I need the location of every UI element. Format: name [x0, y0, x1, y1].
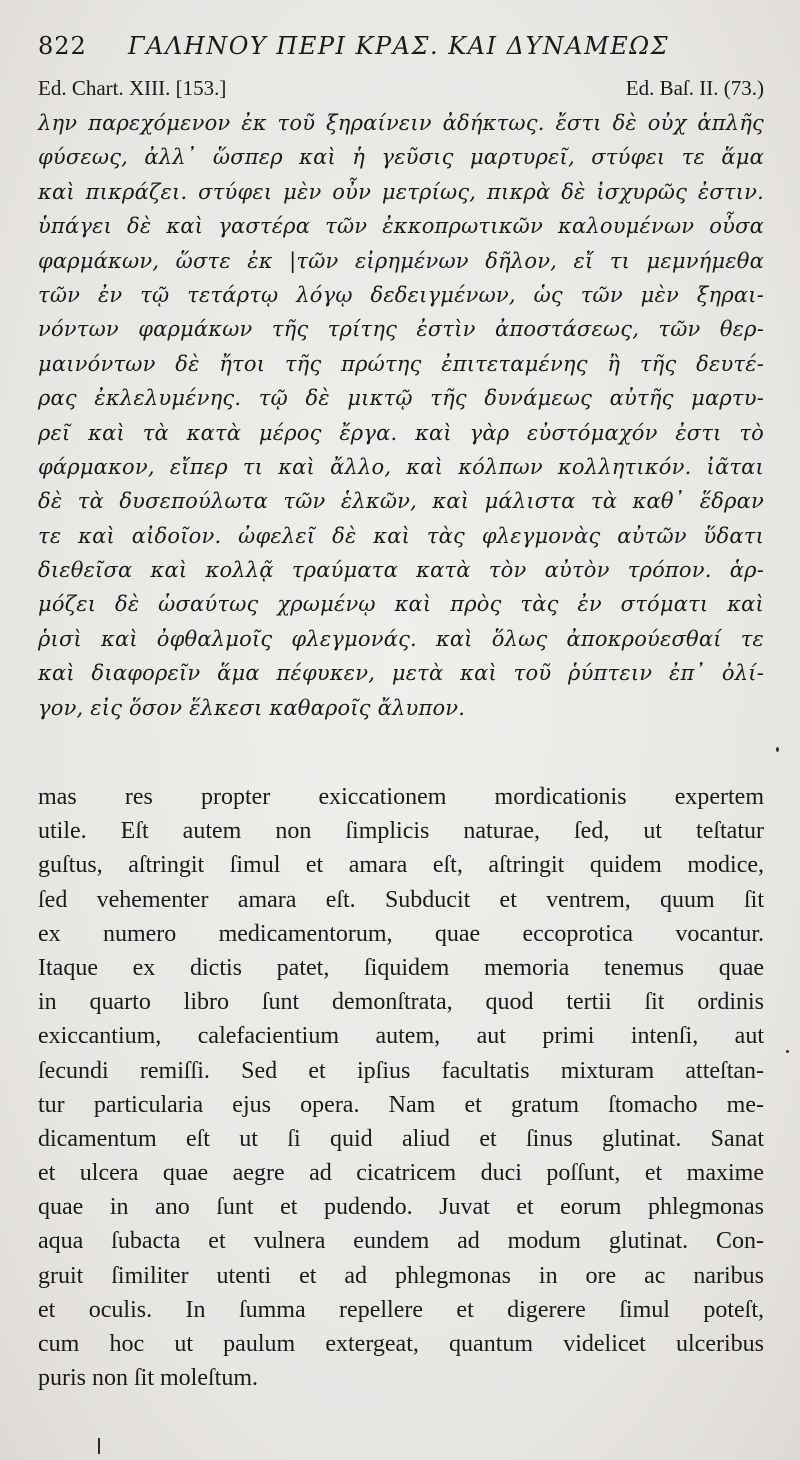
latin-line: ſed vehementer amara eſt. Subducit et ventrem, quum ſit	[38, 886, 764, 913]
greek-line: φύσεως, ἀλλ᾽ ὥσπερ καὶ ἡ γεῦσις μαρτυρεῖ, στύφει τε ἅμα	[38, 145, 764, 170]
greek-line: τῶν ἐν τῷ τετάρτῳ λόγῳ δεδειγμένων, ὡς τῶν μὲν ξηραι-	[38, 282, 764, 307]
latin-line: mas res propter exiccationem mordicationis expertem	[38, 784, 764, 810]
greek-line: δὲ τὰ δυσεπούλωτα τῶν ἑλκῶν, καὶ μάλιστα τὰ καθ᾽ ἕδραν	[38, 489, 764, 514]
greek-line: λην παρεχόμενον ἐκ τοῦ ξηραίνειν ἀδήκτως. ἔστι δὲ οὐχ ἁπλῆς	[38, 111, 764, 135]
latin-text-block	[38, 780, 764, 1395]
greek-line: διεθεῖσα καὶ κολλᾷ τραύματα κατὰ τὸν αὐτὸν τρόπον. ἁρ-	[38, 558, 764, 583]
greek-line: νόντων φαρμάκων τῆς τρίτης ἐστὶν ἀποστάσεως, τῶν θερ-	[38, 317, 764, 342]
latin-line: quae in ano ſunt et pudendo. Juvat et eorum phlegmonas	[38, 1194, 764, 1221]
edition-ref-chartier: Ed. Chart. XIII. [153.]	[38, 76, 227, 100]
greek-line: μαινόντων δὲ ἤτοι τῆς πρώτης ἐπιτεταμένης ἢ τῆς δευτέ-	[38, 351, 764, 376]
greek-line: ὑπάγει δὲ καὶ γαστέρα τῶν ἐκκοπρωτικῶν καλουμένων οὖσα	[38, 214, 764, 239]
latin-line: guſtus, aſtringit ſimul et amara eſt, aſtringit quidem modice,	[38, 852, 764, 879]
running-title: ΓΑΛΗΝΟΥ ΠΕΡΙ ΚΡΑΣ. ΚΑΙ ΔΥΝΑΜΕΩΣ	[128, 32, 670, 60]
latin-line: ſecundi remiſſi. Sed et ipſius facultatis mixturam atteſtan-	[38, 1057, 764, 1084]
latin-line: et ulcera quae aegre ad cicatricem duci poſſunt, et maxime	[38, 1160, 764, 1187]
latin-line: utile. Eſt autem non ſimplicis naturae, ſed, ut teſtatur	[38, 818, 764, 845]
greek-text-block	[38, 106, 764, 725]
latin-line: exiccantium, calefacientium autem, aut primi intenſi, aut	[38, 1023, 764, 1050]
latin-line: in quarto libro ſunt demonſtrata, quod tertii ſit ordinis	[38, 989, 764, 1016]
greek-line: καὶ διαφορεῖν ἅμα πέφυκεν, μετὰ καὶ τοῦ ῥύπτειν ἐπ᾽ ὀλί-	[38, 661, 764, 686]
greek-line: ῥισὶ καὶ ὀφθαλμοῖς φλεγμονάς. καὶ ὅλως ἀποκρούεσθαί τε	[38, 626, 764, 651]
edition-references	[38, 76, 764, 104]
latin-line: dicamentum eſt ut ſi quid aliud et ſinus glutinat. Sanat	[38, 1125, 764, 1152]
latin-line: tur particularia ejus opera. Nam et gratum ſtomacho me-	[38, 1091, 764, 1118]
ink-speck	[776, 747, 779, 752]
greek-line: φάρμακον, εἴπερ τι καὶ ἄλλο, καὶ κόλπων κολλητικόν. ἰᾶται	[38, 454, 764, 479]
latin-line: puris non ſit moleſtum.	[38, 1365, 258, 1392]
running-head	[38, 30, 778, 64]
greek-line: καὶ πικράζει. στύφει μὲν οὖν μετρίως, πικρὰ δὲ ἰσχυρῶς ἐστιν.	[38, 179, 764, 204]
latin-line: ex numero medicamentorum, quae eccoprotica vocantur.	[38, 920, 764, 947]
latin-line: Itaque ex dictis patet, ſiquidem memoria tenemus quae	[38, 954, 764, 981]
page-number: 822	[38, 32, 87, 60]
greek-line: μόζει δὲ ὡσαύτως χρωμένῳ καὶ πρὸς τὰς ἐν στόματι καὶ	[38, 592, 764, 617]
latin-line: cum hoc ut paulum extergeat, quantum videlicet ulceribus	[38, 1331, 764, 1357]
greek-line: τε καὶ αἰδοῖον. ὠφελεῖ δὲ καὶ τὰς φλεγμονὰς αὐτῶν ὕδατι	[38, 523, 764, 548]
edition-ref-basel: Ed. Baſ. II. (73.)	[625, 76, 764, 100]
greek-line: ρας ἐκλελυμένης. τῷ δὲ μικτῷ τῆς δυνάμεως αὐτῆς μαρτυ-	[38, 386, 764, 411]
latin-line: gruit ſimiliter utenti et ad phlegmonas in ore ac naribus	[38, 1262, 764, 1289]
greek-line: ρεῖ καὶ τὰ κατὰ μέρος ἔργα. καὶ γὰρ εὐστόμαχόν ἐστι τὸ	[38, 420, 764, 445]
ink-speck	[786, 1050, 789, 1053]
latin-line: et oculis. In ſumma repellere et digerere ſimul poteſt,	[38, 1296, 764, 1323]
greek-line: φαρμάκων, ὥστε ἐκ |τῶν εἰρημένων δῆλον, εἴ τι μεμνήμεθα	[38, 248, 764, 273]
ink-mark	[98, 1438, 100, 1454]
latin-line: aqua ſubacta et vulnera eundem ad modum glutinat. Con-	[38, 1228, 764, 1255]
greek-line: γον, εἰς ὅσον ἕλκεσι καθαροῖς ἄλυπον.	[38, 695, 466, 720]
